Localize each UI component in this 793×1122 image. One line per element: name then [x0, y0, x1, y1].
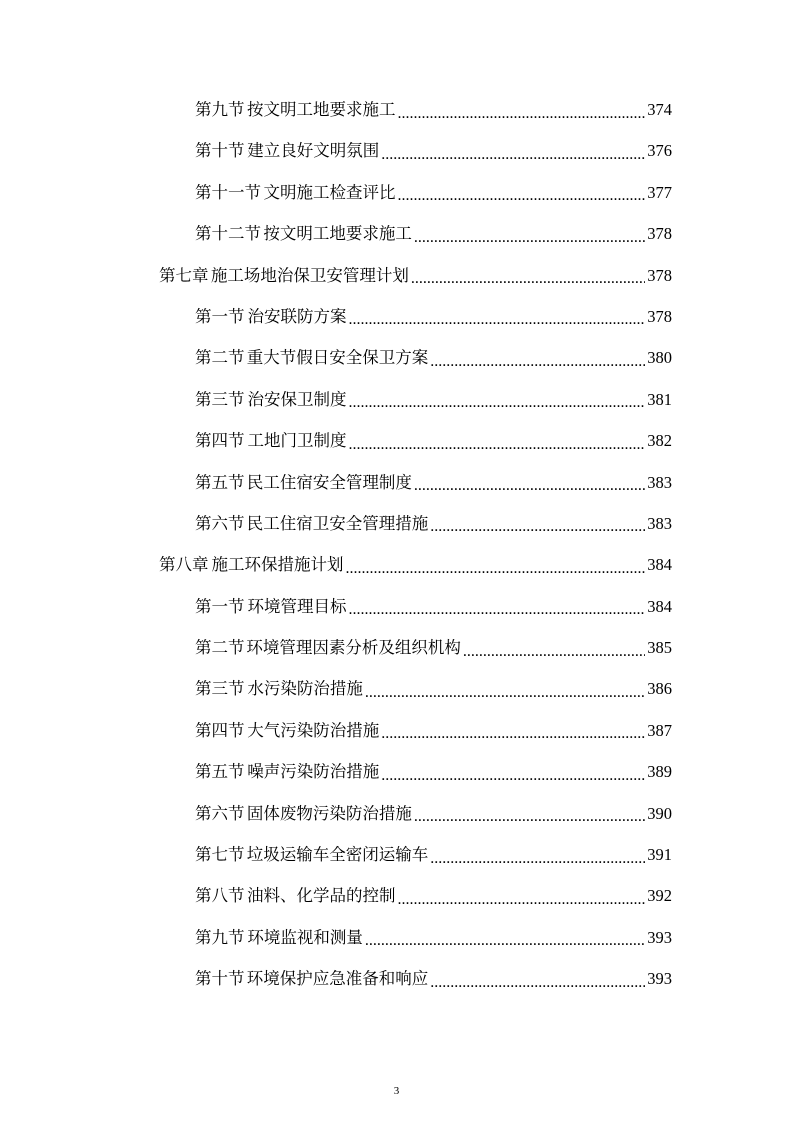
dot-leader: [430, 837, 645, 879]
toc-section-entry[interactable]: [0, 875, 672, 916]
toc-entry-number: 第三节: [195, 679, 245, 699]
toc-entry-number: 第四节: [195, 720, 245, 740]
table-of-contents: [0, 89, 793, 1000]
toc-entry-page: 382: [647, 431, 672, 451]
toc-entry-number: 第八章: [159, 555, 209, 575]
toc-section-entry[interactable]: [0, 668, 672, 709]
dot-leader: [430, 961, 645, 1003]
toc-entry-title: 民工住宿安全管理制度: [246, 472, 412, 492]
toc-entry-title: 环境管理因素分析及组织机构: [246, 638, 461, 658]
toc-entry-number: 第四节: [195, 431, 245, 451]
toc-section-entry[interactable]: [0, 503, 672, 544]
dot-leader: [430, 505, 645, 547]
toc-entry-title: 水污染防治措施: [247, 679, 363, 699]
toc-entry-number: 第九节: [195, 100, 245, 119]
dot-leader: [381, 712, 645, 754]
toc-entry-number: 第十二节: [195, 224, 261, 244]
dot-leader: [411, 257, 645, 299]
toc-entry-page: 393: [647, 927, 672, 947]
toc-entry-title: 垃圾运输车全密闭运输车: [246, 845, 429, 865]
toc-section-entry[interactable]: [0, 917, 672, 958]
toc-entry-number: 第六节: [195, 803, 245, 823]
toc-entry-title: 噪声污染防治措施: [247, 762, 380, 782]
toc-section-entry[interactable]: [0, 462, 672, 503]
toc-section-entry[interactable]: [0, 710, 672, 751]
toc-entry-number: 第一节: [195, 306, 245, 326]
toc-entry-title: 按文明工地要求施工: [247, 100, 396, 119]
toc-entry-page: 386: [647, 679, 672, 699]
toc-entry-page: 374: [647, 100, 672, 119]
dot-leader: [381, 754, 645, 796]
toc-entry-number: 第九节: [195, 927, 245, 947]
toc-entry-page: 378: [647, 306, 672, 326]
toc-entry-page: 376: [647, 141, 672, 161]
toc-entry-number: 第五节: [195, 472, 245, 492]
toc-entry-page: 381: [647, 389, 672, 409]
toc-entry-number: 第二节: [195, 348, 245, 368]
toc-section-entry[interactable]: [0, 379, 672, 420]
toc-entry-number: 第三节: [195, 389, 245, 409]
toc-entry-title: 治安联防方案: [247, 306, 347, 326]
toc-section-entry[interactable]: [0, 213, 672, 254]
toc-entry-number: 第十节: [195, 969, 245, 989]
toc-entry-title: 施工场地治保卫安管理计划: [210, 265, 409, 285]
toc-entry-page: 384: [647, 596, 672, 616]
toc-entry-title: 环境管理目标: [247, 596, 347, 616]
toc-entry-title: 重大节假日安全保卫方案: [246, 348, 429, 368]
page-number: 3: [393, 1085, 400, 1097]
toc-entry-page: 384: [647, 555, 672, 575]
dot-leader: [365, 671, 645, 713]
toc-entry-title: 建立良好文明氛围: [247, 141, 380, 161]
toc-section-entry[interactable]: [0, 296, 672, 337]
dot-leader: [365, 919, 645, 961]
toc-entry-number: 第六节: [195, 513, 245, 533]
toc-entry-number: 第五节: [195, 762, 245, 782]
dot-leader: [398, 92, 646, 134]
toc-entry-page: 390: [647, 803, 672, 823]
toc-entry-title: 环境监视和测量: [247, 927, 363, 947]
toc-entry-page: 385: [647, 638, 672, 658]
toc-section-entry[interactable]: [0, 337, 672, 378]
toc-section-entry[interactable]: [0, 89, 672, 130]
dot-leader: [414, 464, 645, 506]
toc-entry-title: 按文明工地要求施工: [263, 224, 412, 244]
toc-section-entry[interactable]: [0, 130, 672, 171]
dot-leader: [414, 216, 645, 258]
toc-entry-number: 第七章: [159, 265, 209, 285]
toc-section-entry[interactable]: [0, 958, 672, 999]
toc-section-entry[interactable]: [0, 834, 672, 875]
dot-leader: [463, 630, 645, 672]
toc-entry-page: 380: [647, 348, 672, 368]
toc-entry-title: 民工住宿卫安全管理措施: [246, 513, 429, 533]
dot-leader: [398, 174, 646, 216]
toc-entry-number: 第二节: [195, 638, 245, 658]
toc-section-entry[interactable]: [0, 793, 672, 834]
dot-leader: [349, 588, 646, 630]
toc-entry-page: 383: [647, 513, 672, 533]
dot-leader: [414, 795, 645, 837]
dot-leader: [349, 423, 646, 465]
toc-entry-title: 施工环保措施计划: [211, 555, 344, 575]
dot-leader: [398, 878, 646, 920]
toc-entry-page: 383: [647, 472, 672, 492]
toc-entry-title: 大气污染防治措施: [247, 720, 380, 740]
toc-entry-page: 387: [647, 720, 672, 740]
toc-entry-number: 第十节: [195, 141, 245, 161]
toc-entry-page: 378: [647, 224, 672, 244]
toc-entry-page: 377: [647, 182, 672, 202]
dot-leader: [349, 298, 646, 340]
toc-entry-title: 工地门卫制度: [247, 431, 347, 451]
toc-section-entry[interactable]: [0, 172, 672, 213]
toc-entry-page: 391: [647, 845, 672, 865]
toc-entry-page: 378: [647, 265, 672, 285]
toc-entry-number: 第七节: [195, 845, 245, 865]
dot-leader: [381, 133, 645, 175]
toc-entry-number: 第一节: [195, 596, 245, 616]
toc-entry-number: 第八节: [195, 886, 245, 906]
toc-entry-title: 环境保护应急准备和响应: [246, 969, 429, 989]
dot-leader: [430, 340, 645, 382]
toc-entry-title: 文明施工检查评比: [263, 182, 396, 202]
toc-entry-page: 389: [647, 762, 672, 782]
toc-section-entry[interactable]: [0, 627, 672, 668]
dot-leader: [346, 547, 646, 589]
toc-entry-number: 第十一节: [195, 182, 261, 202]
toc-section-entry[interactable]: [0, 420, 672, 461]
toc-chapter-entry[interactable]: [0, 255, 672, 296]
toc-entry-title: 固体废物污染防治措施: [246, 803, 412, 823]
toc-entry-title: 治安保卫制度: [247, 389, 347, 409]
toc-section-entry[interactable]: [0, 751, 672, 792]
dot-leader: [349, 381, 646, 423]
toc-chapter-entry[interactable]: [0, 544, 672, 585]
toc-section-entry[interactable]: [0, 586, 672, 627]
toc-entry-title: 油料、化学品的控制: [247, 886, 396, 906]
toc-entry-page: 392: [647, 886, 672, 906]
toc-entry-page: 393: [647, 969, 672, 989]
